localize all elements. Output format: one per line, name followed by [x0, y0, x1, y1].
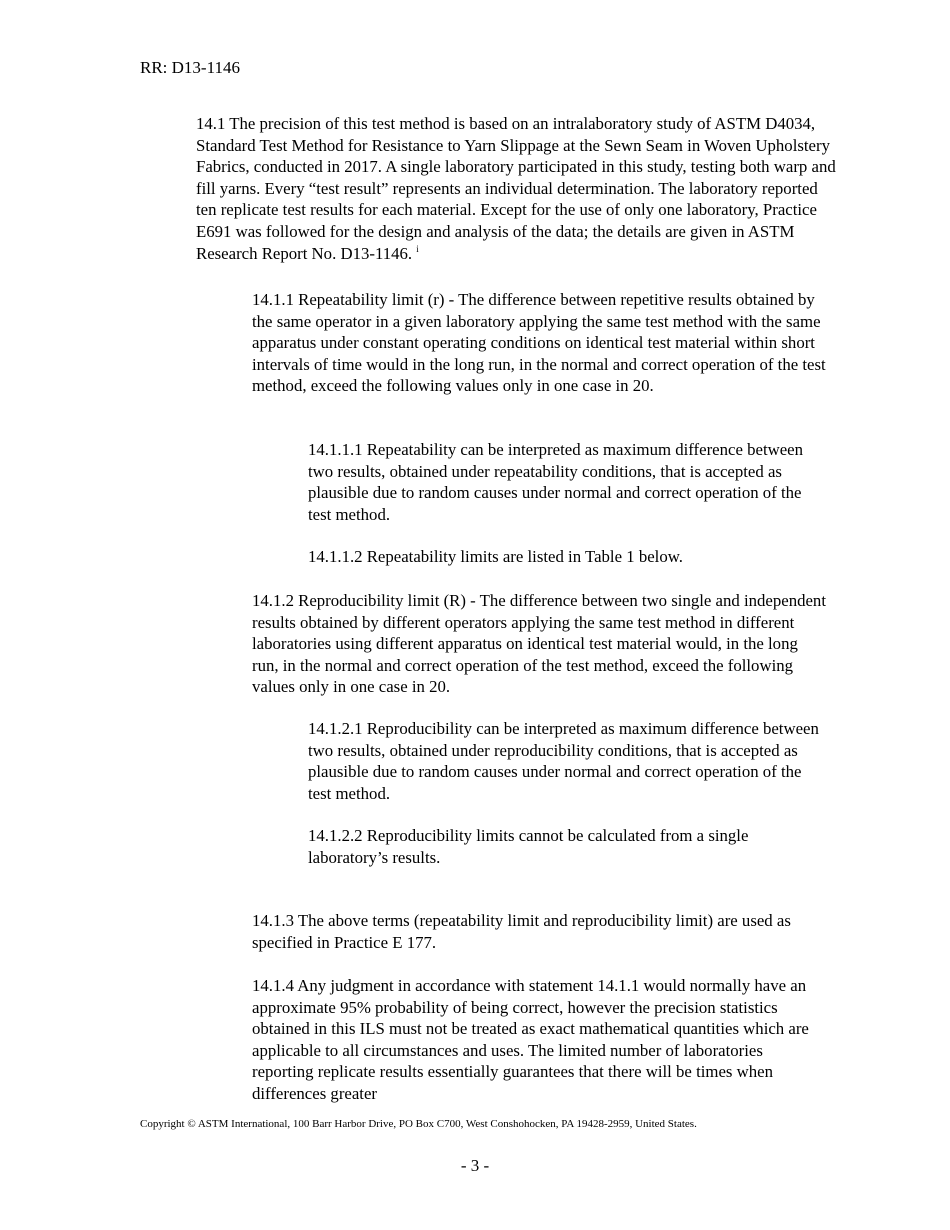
paragraph-14-1-1-1: 14.1.1.1 Repeatability can be interpreted as maximum difference between two results, obtained under repeatability conditions, that is accepted as plausible due to random causes under normal and correct operation of the test method. [308, 440, 804, 524]
paragraph-14-1-1: 14.1.1 Repeatability limit (r) - The difference between repetitive results obtained by the same operator in a given laboratory applying the same test method with the same apparatus under constant operating conditions on identical test material within short intervals of time would in the long run, in the normal and correct operation of the test method, exceed the following values only in one case in 20. [252, 290, 826, 396]
paragraph-14-1-2: 14.1.2 Reproducibility limit (R) - The difference between two single and independent results obtained by different operators applying the same test method in different laboratories using different apparatus on identical test material would, in the long run, in the normal and correct operation of the test method, exceed the following values only in one case in 20. [252, 591, 826, 697]
paragraph-14-1-4: 14.1.4 Any judgment in accordance with statement 14.1.1 would normally have an approximate 95% probability of being correct, however the precision statistics obtained in this ILS must not be treated as exact mathematical quantities which are applicable to all circumstances and uses. The limited number of laboratories reporting replicate results essentially guarantees that there will be times when differences greater [252, 976, 809, 1103]
paragraph-14-1-2-1: 14.1.2.1 Reproducibility can be interpreted as maximum difference between two results, obtained under reproducibility conditions, that is accepted as plausible due to random causes under normal and correct operation of the test method. [308, 719, 819, 803]
copyright-footer: Copyright © ASTM International, 100 Barr Harbor Drive, PO Box C700, West Conshohocken, PA 19428-2959, United States. [140, 1118, 697, 1130]
paragraph-14-1-3: 14.1.3 The above terms (repeatability limit and reproducibility limit) are used as specified in Practice E 177. [252, 911, 791, 952]
page-number: - 3 - [460, 1156, 490, 1175]
paragraph-14-1 [196, 113, 836, 264]
report-id-header: RR: D13-1146 [140, 58, 240, 77]
paragraph-14-1-1-2: 14.1.1.2 Repeatability limits are listed in Table 1 below. [308, 547, 683, 566]
paragraph-14-1-text: 14.1 The precision of this test method is based on an intralaboratory study of ASTM D4034, Standard Test Method for Resistance to Yarn Slippage at the Sewn Seam in Woven Upholstery Fabrics, conducted in 2017. A single laboratory participated in this study, testing both warp and fill yarns. Every “test result” represents an individual determination. The laboratory reported ten replicate test results for each material. Except for the use of only one laboratory, Practice E691 was followed for the design and analysis of the data; the details are given in ASTM Research Report No. D13-1146. [196, 114, 836, 263]
footnote-marker: i [416, 243, 419, 254]
paragraph-14-1-2-2: 14.1.2.2 Reproducibility limits cannot be calculated from a single laboratory’s results. [308, 826, 749, 867]
